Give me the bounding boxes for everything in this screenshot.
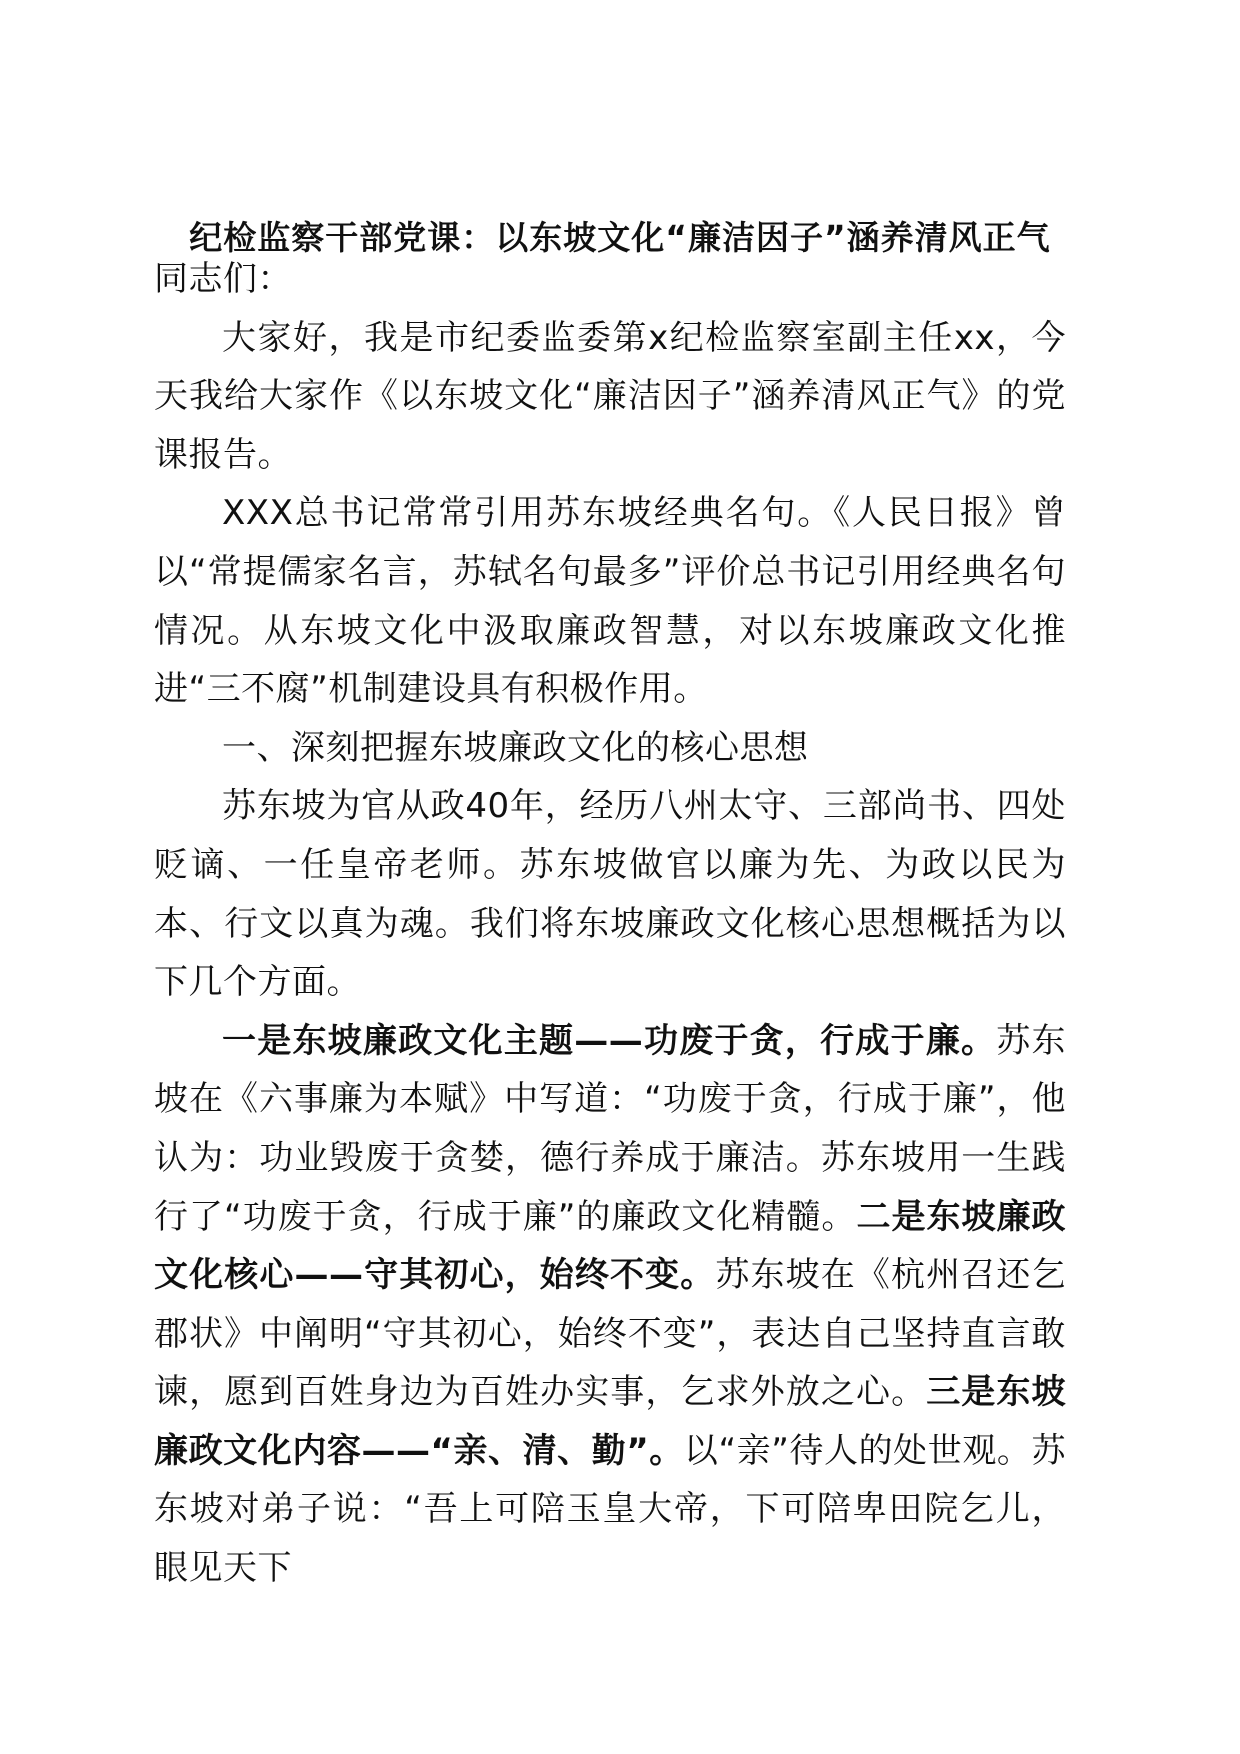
document-body [154,250,1066,1598]
point-two-text: 苏东坡在《杭州召还乞郡状》中阐明“守其初心，始终不变”，表达自己坚持直言敢谏，愿到百姓身边为百姓办实事，乞求外放之心。 [154,1255,1066,1413]
paragraph-quotes: XXX总书记常常引用苏东坡经典名句。《人民日报》曾以“常提儒家名言，苏轼名句最多”评价总书记引用经典名句情况。从东坡文化中汲取廉政智慧，对以东坡廉政文化推进“三不腐”机制建设具有积极作用。 [154,493,1066,710]
paragraph-intro: 大家好，我是市纪委监委第x纪检监察室副主任xx，今天我给大家作《以东坡文化“廉洁因子”涵养清风正气》的党课报告。 [154,317,1066,475]
section-heading-1: 一、深刻把握东坡廉政文化的核心思想 [222,727,809,768]
paragraph-career: 苏东坡为官从政40年，经历八州太守、三部尚书、四处贬谪、一任皇帝老师。苏东坡做官以廉为先、为政以民为本、行文以真为魂。我们将东坡廉政文化核心思想概括为以下几个方面。 [154,786,1066,1003]
point-one-text: 苏东坡在《六事廉为本赋》中写道：“功废于贪，行成于廉”，他认为：功业毁废于贪婪，德行养成于廉洁。苏东坡用一生践行了“功废于贪，行成于廉”的廉政文化精髓。 [154,1020,1067,1237]
point-two-heading: 二是东坡廉政文化核心——守其初心，始终不变。 [154,1196,1067,1296]
document-title: 纪检监察干部党课：以东坡文化“廉洁因子”涵养清风正气 [189,218,1051,257]
point-one-heading: 一是东坡廉政文化主题——功废于贪，行成于廉。 [222,1020,997,1061]
point-three-text: 以“亲”待人的处世观。苏东坡对弟子说：“吾上可陪玉皇大帝，下可陪卑田院乞儿，眼见天下 [154,1430,1066,1589]
paragraph-core-ideas [154,1012,1066,1598]
point-three-heading: 三是东坡廉政文化内容——“亲、清、勤”。 [154,1372,1067,1471]
salutation: 同志们： [154,259,292,299]
